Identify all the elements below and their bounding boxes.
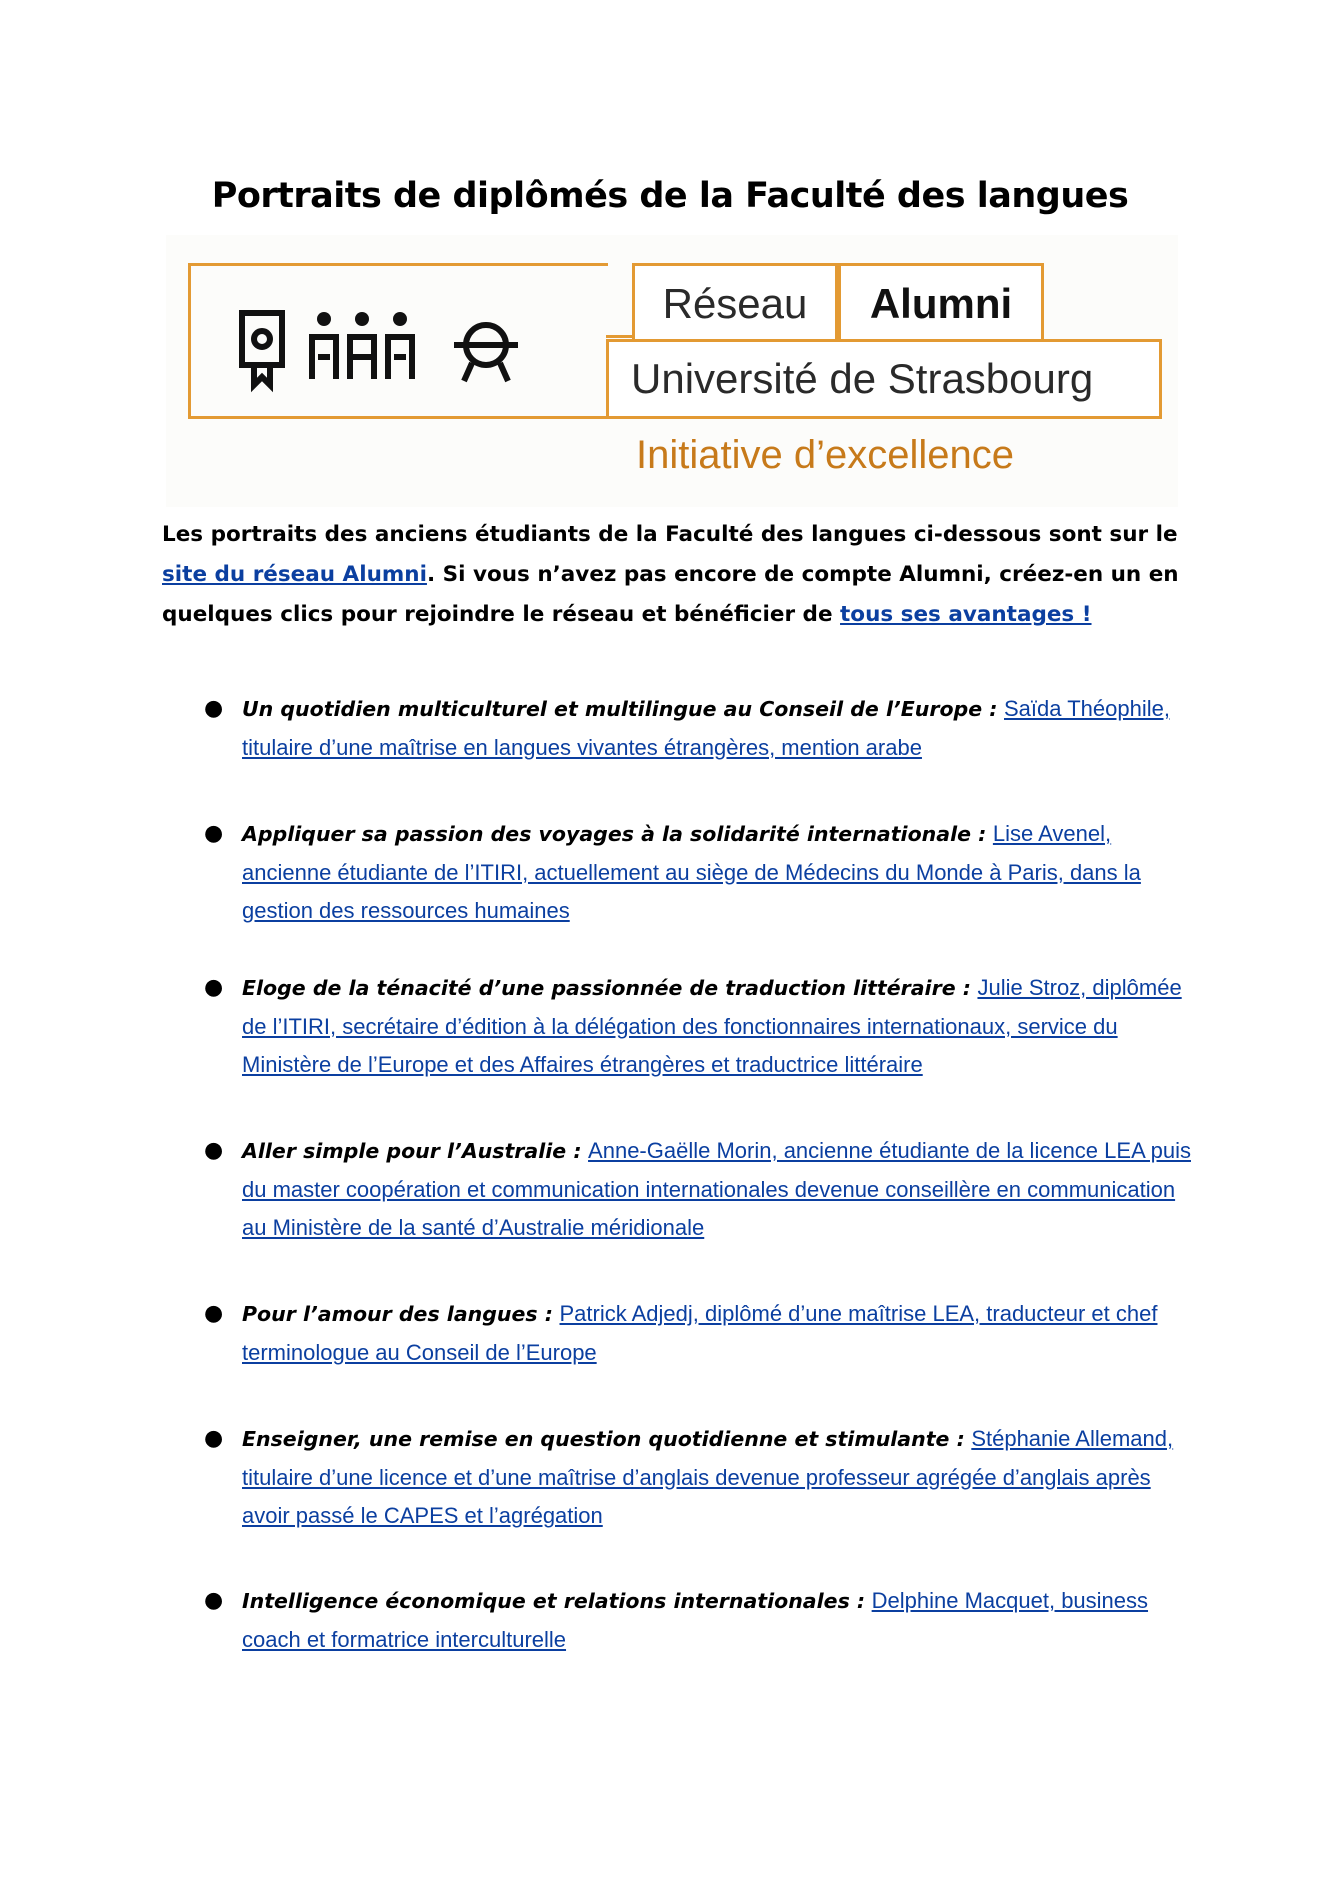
list-item [204, 1295, 1202, 1372]
banner-alumni-label: Alumni [838, 263, 1044, 345]
list-item [204, 1420, 1202, 1536]
list-item [204, 815, 1202, 931]
portrait-link[interactable]: Stéphanie Allemand, titulaire d’une licence et d’une maîtrise d’anglais devenue professeur agrégée d’anglais après avoir passé le CAPES et l’agrégation [242, 1426, 1174, 1528]
alumni-site-link[interactable]: site du réseau Alumni [162, 562, 427, 587]
bullet-icon: ● [204, 821, 224, 846]
bullet-icon: ● [204, 1138, 224, 1163]
banner-university-label: Université de Strasbourg [606, 339, 1162, 419]
page-title: Portraits de diplômés de la Faculté des langues [211, 176, 1129, 216]
portrait-title: Enseigner, une remise en question quotidienne et stimulante : [242, 1427, 965, 1451]
portrait-title: Un quotidien multiculturel et multilingue au Conseil de l’Europe : [242, 697, 998, 721]
portrait-link[interactable]: Patrick Adjedj, diplômé d’une maîtrise LEA, traducteur et chef terminologue au Conseil de l’Europe [242, 1301, 1158, 1365]
intro-text: . Si vous n’avez pas encore de compte Alumni, créez-en un en quelques clics pour rejoindre le réseau et bénéficier de [162, 562, 1179, 627]
banner-initiative-label: Initiative d’excellence [636, 433, 1014, 477]
bullet-icon: ● [204, 1426, 224, 1451]
banner-reseau-label: Réseau [632, 263, 838, 345]
portrait-link[interactable]: Delphine Macquet, business coach et formatrice interculturelle [242, 1588, 1149, 1652]
portrait-link[interactable]: Lise Avenel, ancienne étudiante de l’ITIRI, actuellement au siège de Médecins du Monde à Paris, dans la gestion des ressources humaines [242, 821, 1141, 923]
portrait-link[interactable]: Saïda Théophile, titulaire d’une maîtrise en langues vivantes étrangères, mention arabe [242, 696, 1170, 760]
list-item [204, 690, 1202, 767]
intro-text: Les portraits des anciens étudiants de la Faculté des langues ci-dessous sont sur le [162, 522, 1178, 547]
bullet-icon: ● [204, 975, 224, 1000]
portrait-title: Appliquer sa passion des voyages à la solidarité internationale : [242, 822, 987, 846]
portrait-title: Eloge de la ténacité d’une passionnée de traduction littéraire : [242, 976, 971, 1000]
portrait-title: Pour l’amour des langues : [242, 1302, 553, 1326]
list-item [204, 969, 1202, 1085]
portrait-link[interactable]: Julie Stroz, diplômée de l’ITIRI, secrétaire d’édition à la délégation des fonctionnaires internationaux, service du Ministère de l’Europe et des Affaires étrangères et traductrice littéraire [242, 975, 1182, 1077]
portrait-link[interactable]: Anne-Gaëlle Morin, ancienne étudiante de la licence LEA puis du master coopération et communication internationales devenue conseillère en communication au Ministère de la santé d’Australie méridionale [242, 1138, 1191, 1240]
portrait-title: Aller simple pour l’Australie : [242, 1139, 582, 1163]
advantages-link[interactable]: tous ses avantages ! [840, 602, 1092, 627]
list-item [204, 1582, 1202, 1659]
list-item [204, 1132, 1202, 1248]
portrait-title: Intelligence économique et relations internationales : [242, 1589, 866, 1613]
bullet-icon: ● [204, 1588, 224, 1613]
bullet-icon: ● [204, 696, 224, 721]
bullet-icon: ● [204, 1301, 224, 1326]
